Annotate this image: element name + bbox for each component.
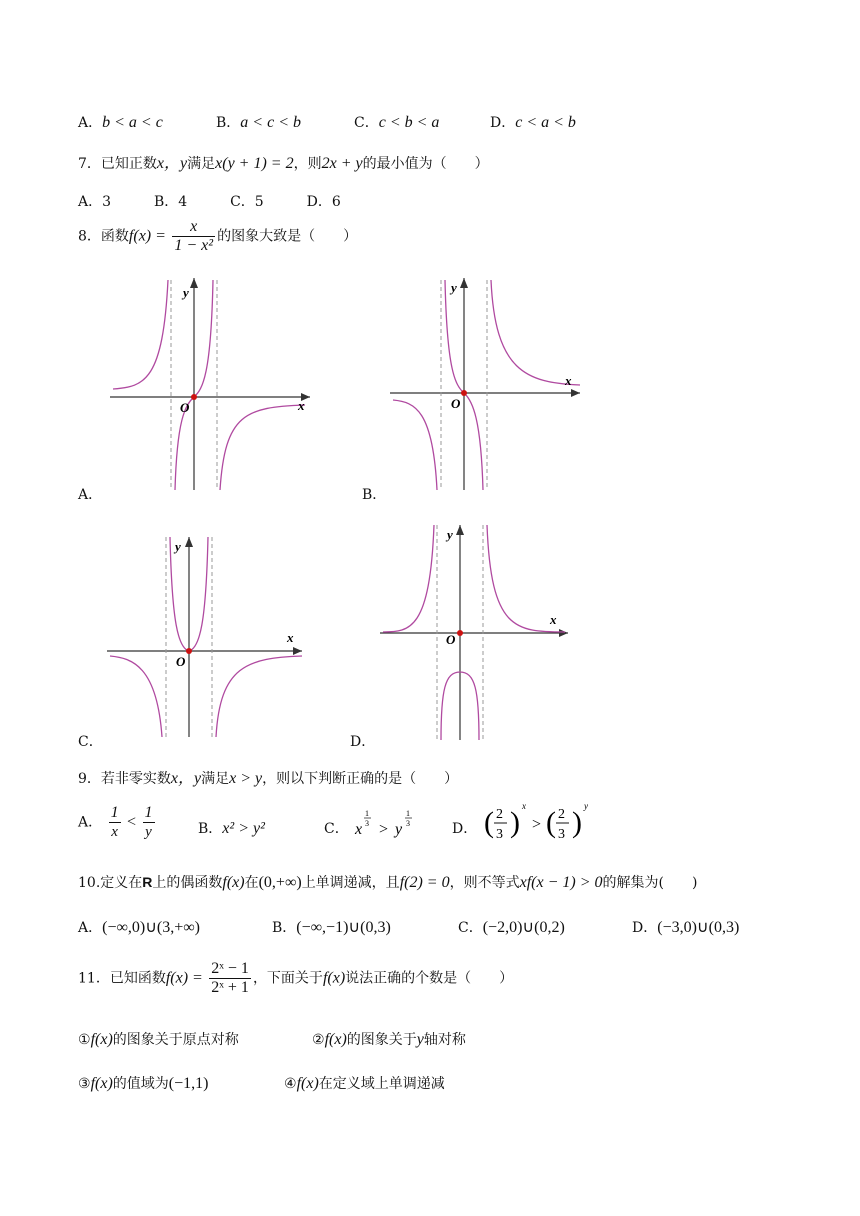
q11-statement-4: ④f(x)在定义域上单调递减 xyxy=(284,1075,445,1092)
graph-a-label: A． xyxy=(78,487,103,503)
graph-c-y-label: y xyxy=(175,539,181,554)
q9-option-d: D． ( 2 3 ) x > ( 2 3 ) y xyxy=(452,800,612,846)
svg-text:>: > xyxy=(531,816,541,833)
graph-c-origin-label: O xyxy=(176,654,186,669)
svg-text:3: 3 xyxy=(557,827,565,842)
q7-option-d: D．6 xyxy=(306,194,341,210)
q10-stem: 10.定义在R上的偶函数f(x)在(0,+∞)上单调递减，且f(2) = 0，则不等式xf(x − 1) > 0的解集为( ) xyxy=(78,874,698,891)
q11-fraction: $\frac{\text{2ˣ − 1}}{\text{2ˣ + 1}}$ xyxy=(211,960,249,996)
q10-option-c: C．(−2,0)∪(0,2) xyxy=(458,919,565,936)
graph-b-y-label: y xyxy=(451,280,457,295)
svg-text:x: x xyxy=(521,801,526,811)
svg-text:3: 3 xyxy=(495,827,503,842)
graph-a-x-label: x xyxy=(298,398,305,413)
q11-stem: 11．已知函数f(x) = $\frac{\text{2ˣ − 1}}{\text{2ˣ + 1}}$ ，下面关于f(x)说法正确的个数是（ ） xyxy=(78,960,514,996)
svg-text:x: x xyxy=(355,821,363,838)
graph-b-label: B． xyxy=(362,487,387,503)
svg-text:(: ( xyxy=(545,806,556,839)
graph-d-y-label: y xyxy=(447,527,453,542)
q10-option-a: A．(−∞,0)∪(3,+∞) xyxy=(78,919,201,936)
graph-a xyxy=(105,270,320,495)
q7-option-b: B．4 xyxy=(153,194,188,210)
svg-text:(: ( xyxy=(483,806,494,839)
svg-text:): ) xyxy=(571,806,582,839)
q7-options xyxy=(78,191,341,211)
q9-option-a: A． $\frac{1}{x}$ < $\frac{1}{y}$ xyxy=(78,804,153,840)
q6-option-c: C．c < b < a xyxy=(354,114,440,131)
q10-option-b: B．(−∞,−1)∪(0,3) xyxy=(272,919,391,936)
graph-d xyxy=(375,520,575,745)
svg-text:2: 2 xyxy=(557,807,565,822)
graph-a-y-label: y xyxy=(183,285,189,300)
q6-option-b: B．a < c < b xyxy=(216,114,301,131)
svg-text:y: y xyxy=(583,801,588,811)
q11-statement-2: ②f(x)的图象关于y轴对称 xyxy=(312,1031,466,1048)
q8-stem: 8．函数f(x) = $\frac{x}{\text{1 − x²}}$ 的图象大致是（ ） xyxy=(78,218,358,254)
graph-c-label: C． xyxy=(78,734,103,750)
graph-b xyxy=(385,270,590,495)
graph-c xyxy=(102,532,312,742)
graph-d-origin-label: O xyxy=(446,632,456,647)
q7-option-c: C．5 xyxy=(230,194,264,210)
q6-option-a: A．b < a < c xyxy=(78,114,163,131)
svg-text:1: 1 xyxy=(406,809,411,818)
graph-b-origin-label: O xyxy=(451,396,461,411)
svg-text:2: 2 xyxy=(495,807,503,822)
svg-text:>: > xyxy=(379,821,389,838)
q8-fraction: $\frac{x}{\text{1 − x²}}$ xyxy=(174,218,214,254)
q7-stem: 7．已知正数x，y满足x(y + 1) = 2，则2x + y的最小值为（ ） xyxy=(78,155,489,172)
svg-text:): ) xyxy=(509,806,520,839)
graph-d-x-label: x xyxy=(550,612,557,627)
graph-c-x-label: x xyxy=(287,630,294,645)
graph-d-label: D． xyxy=(350,734,376,750)
q9-option-b: B．x² > y² xyxy=(198,820,265,837)
q11-statement-3: ③f(x)的值域为(−1,1) xyxy=(78,1075,209,1092)
graph-b-x-label: x xyxy=(565,373,572,388)
q9-option-c: C． x 1 3 > y 1 3 xyxy=(324,806,433,842)
q9-option-d-expression xyxy=(482,800,612,846)
graph-a-origin-label: O xyxy=(180,400,190,415)
q10-option-d: D．(−3,0)∪(0,3) xyxy=(632,919,740,936)
q9-stem: 9．若非零实数x，y满足x > y，则以下判断正确的是（ ） xyxy=(78,770,459,787)
q9-option-c-expression xyxy=(353,806,433,842)
svg-text:1: 1 xyxy=(365,809,370,818)
svg-text:3: 3 xyxy=(406,819,411,828)
svg-text:y: y xyxy=(395,821,403,838)
svg-text:3: 3 xyxy=(365,819,370,828)
q7-option-a: A．3 xyxy=(78,194,112,210)
q11-statement-1: ①f(x)的图象关于原点对称 xyxy=(78,1031,239,1048)
q6-option-d: D．c < a < b xyxy=(490,114,576,131)
